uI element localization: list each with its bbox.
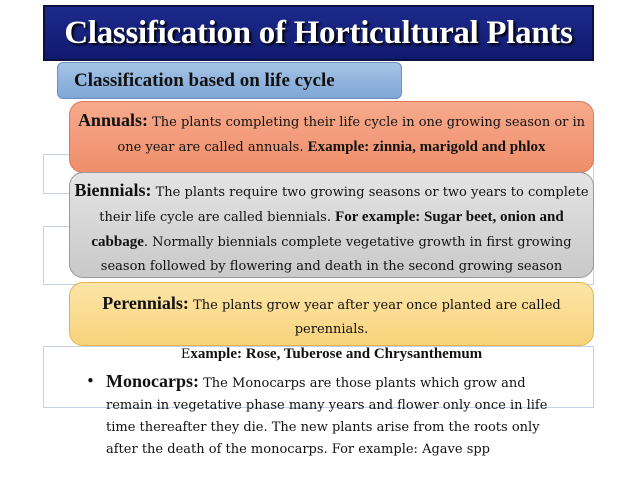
monocarps-term: Monocarps: [106,371,199,391]
annuals-term: Annuals: [77,110,148,130]
perennials-text: The plants grow year after year once planted are called perennials. [193,298,561,337]
perennials-example: xample: Rose, Tuberose and Chrysanthemum [190,346,483,362]
biennials-text: The plants require two growing seasons or two years to complete their life cycle are called biennials. [99,185,589,225]
biennials-term: Biennials: [74,180,152,200]
annuals-text: The plants completing their life cycle in one growing season or in one year are called annuals. [117,115,586,155]
perennials-example-prefix: E [180,347,191,362]
title-bar [43,5,594,61]
biennials-note: Normally biennials complete vegetative growth in first growing season followed by flowering and death in the second growing season [100,235,572,274]
annuals-card [69,101,594,173]
biennials-period: . [143,235,149,250]
monocarps-text: The Monocarps are those plants which grow and remain in vegetative phase many years and flower only once in life time thereafter they die. The new plants arise from the roots only after the death of the monocarps. For example: Agave spp [106,376,548,457]
biennials-example: For example: Sugar beet, onion and cabbage [91,209,564,250]
biennials-card [69,172,594,278]
section-subheading: Classification based on life cycle [57,62,402,99]
bullet-icon: • [86,372,95,390]
perennials-card [69,282,594,362]
monocarps-item [86,370,556,461]
annuals-example: Example: zinnia, marigold and phlox [307,139,546,155]
page-title: Classification of Horticultural Plants [64,14,573,51]
perennials-term: Perennials: [102,293,189,313]
